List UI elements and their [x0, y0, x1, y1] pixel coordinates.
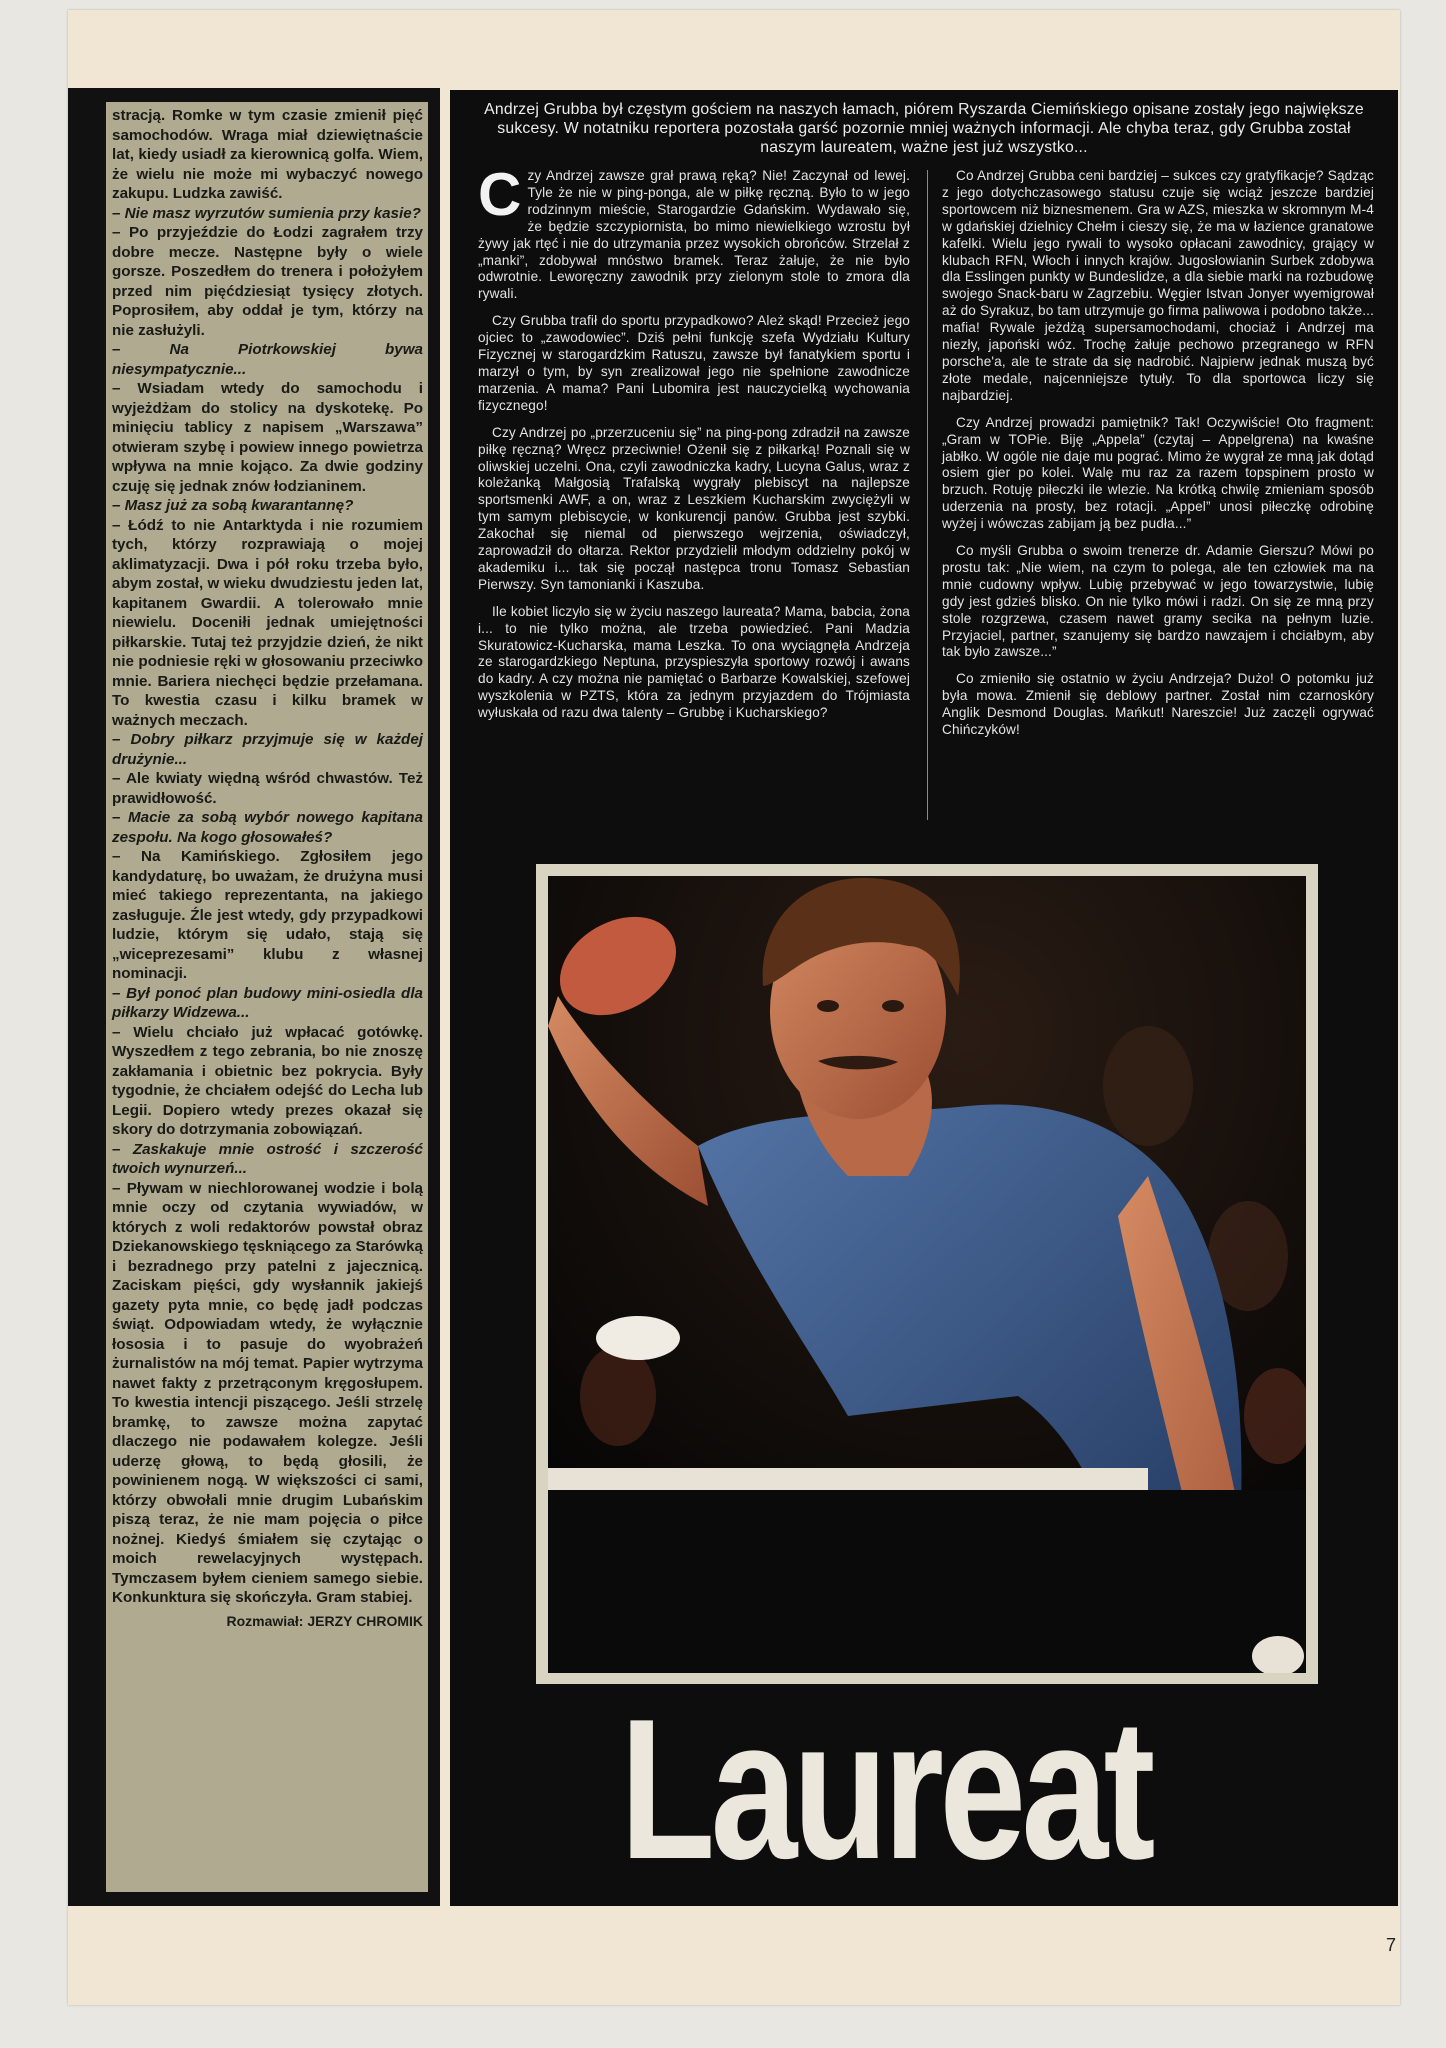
interview-answer: – Na Kamińskiego. Zgłosiłem jego kandydaturę, bo uważam, że drużyna musi mieć takiego reprezentanta, na jakiego zasługuje. Źle jest wtedy, gdy przypadkowi ludzie, którym się udało, stają się „wiceprezesami” klubu z własnej nominacji. — [112, 848, 423, 982]
interview-question: – Nie masz wyrzutów sumienia przy kasie? — [112, 204, 421, 222]
page-number: 7 — [1386, 1935, 1397, 1955]
column-divider — [927, 170, 928, 820]
interview-answer: – Po przyjeździe do Łodzi zagrałem trzy dobre mecze. Następne były o wiele gorsze. Poszedłem do trenera i położyłem przed nim pięćdziesiąt tysięcy złotych. Poprosiłem, aby oddał je tym, którzy na nie zasłużyli. — [112, 224, 423, 339]
drop-cap: C — [478, 161, 522, 228]
interview-question: – Dobry piłkarz przyjmuje się w każdej drużynie... — [112, 731, 423, 768]
interview-question: – Był ponoć plan budowy mini-osiedla dla piłkarzy Widzewa... — [112, 984, 423, 1021]
interview-column — [106, 102, 428, 1892]
interview-signature: Rozmawiał: JERZY CHROMIK — [226, 1612, 423, 1629]
interview-answer: – Ale kwiaty więdną wśród chwastów. Też prawidłowość. — [112, 770, 423, 807]
spectator-shape — [1103, 1026, 1193, 1146]
headline-laureat: Laureat — [620, 1678, 1151, 1901]
interview-answer: – Łódź to nie Antarktyda i nie rozumiem tych, którzy rozprawiają o mojej aklimatyzacji. Dwa i pół roku trzeba było, abym został, w wieku dwudziestu jeden lat, kapitanem Gwardii. A tolerowało mnie niewielu. Doceniłi jednak umiejętności piłkarskie. Tutaj też przyjdzie dzień, że nikt nie podniesie ręki w głosowaniu przeciwko mnie. Bariera niechęci będzie przełamana. To kwestia czasu i kilku bramek w ważnych meczach. — [112, 516, 423, 729]
interview-answer: – Wsiadam wtedy do samochodu i wyjeżdżam do stolicy na dyskotekę. Po minięciu tablicy z napisem „Warszawa” otwieram szybę i powiew innego powietrza wpływa na mnie kojąco. Za dwie godziny czuję się jednak znów łodzianinem. — [112, 380, 423, 495]
interview-answer: – Wielu chciało już wpłacać gotówkę. Wyszedłem z tego zebrania, bo nie znoszę zakłamania i obietnic bez pokrycia. Były tygodnie, że chciałem odejść do Lecha lub Legii. Dopiero wtedy prezes okazał się skory do dotrzymania zobowiązań. — [112, 1023, 423, 1138]
interview-question: – Na Piotrkowskiej bywa niesympatycznie... — [112, 341, 423, 378]
table-edge — [548, 1468, 1148, 1490]
article-paragraph-text: zy Andrzej zawsze grał prawą ręką? Nie! Zaczynał od lewej. Tyle że nie w ping-ponga, ale w piłkę ręczną. Było to w jego rodzinnym mieście, Starogardzie Gdańskim. Wydawało się, że będzie szczypiornista, bo mimo niewielkiego wzrostu był żywy jak rtęć i nie do utrzymania przez wysokich obrońców. Strzelał z „manki”, zdobywał mnóstwo bramek. Teraz żałuje, że nie było odwrotnie. Leworęczny zawodnik przy zielonym stole to zmora dla rywali. — [478, 168, 910, 302]
interview-question: – Macie za sobą wybór nowego kapitana zespołu. Na kogo głosowałeś? — [112, 809, 423, 846]
article-paragraph: Co myśli Grubba o swoim trenerze dr. Adamie Gierszu? Mówi po prostu tak: „Nie wiem, na czym to polega, ale ten człowiek ma na mnie cudowny wpływ. Lubię przebywać w jego towarzystwie, lubię gdy jest gdzieś blisko. On nie tylko mówi i radzi. On się ze mną przy stole rozgrzewa, czasem nawet gramy secika na pełnym luzie. Przyjaciel, partner, szanujemy się bardzo nawzajem i chciałbym, aby tak było zawsze...” — [942, 543, 1374, 660]
player-illustration — [548, 876, 1306, 1673]
ping-pong-ball-icon — [596, 1316, 680, 1360]
interview-answer: stracją. Romke w tym czasie zmienił pięć samochodów. Wraga miał dziewiętnaście lat, kiedy usiadł za kierownicą golfa. Wiem, że wielu nie może mi wybaczyć nowego zakupu. Ludzka zawiść. — [112, 107, 423, 202]
article-columns — [478, 161, 1374, 828]
article-paragraph — [478, 161, 910, 303]
article-paragraph: Czy Andrzej prowadzi pamiętnik? Tak! Oczywiście! Oto fragment: „Gram w TOPie. Biję „Appela” (czytaj – Appelgrena) na kwaśne jabłko. W ogóle nie daje mu pograć. Mimo że wygrał ze mną jak dotąd osiem gier po kolei. Walę mu raz za razem topspinem prosto w brzuch. Rotuję piłeczki ile wlezie. Na krótką chwilę zmieniam sposób uderzenia na prosty, bez rotacji. „Appel” unosi piłeczkę odrobinę wyżej i wówczas zabijam ją bez pudła...” — [942, 414, 1374, 532]
article-lead: Andrzej Grubba był częstym gościem na naszych łamach, piórem Ryszarda Ciemińskiego opisane zostały jego największe sukcesy. W notatniku reportera pozostała garść pozornie mniej ważnych informacji. Ale chyba teraz, gdy Grubba został naszym laureatem, ważne jest już wszystko... — [484, 101, 1364, 156]
spectator-shape — [580, 1346, 656, 1446]
interview-question: – Masz już za sobą kwarantannę? — [112, 497, 354, 514]
article-paragraph: Co zmieniło się ostatnio w życiu Andrzeja? Dużo! O potomku już była mowa. Zmienił się deblowy partner. Został nim czarnoskóry Anglik Desmond Douglas. Mańkut! Nareszcie! Już zaczęli ogrywać Chińczyków! — [942, 671, 1374, 738]
article-paragraph: Czy Grubba trafił do sportu przypadkowo? Ależ skąd! Przecież jego ojciec to „zawodowiec”. Dziś pełni funkcję szefa Wydziału Kultury Fizycznej w starogardzkim Ratuszu, zawsze był fanatykiem sportu i marzył o tym, by syn zrealizował jego nie spełnione zawodnicze marzenia. A mama? Pani Lubomira jest nauczycielką wychowania fizycznego! — [478, 313, 910, 413]
player-eye — [817, 1000, 839, 1012]
article-column-left — [478, 161, 910, 732]
table-surface — [548, 1490, 1306, 1673]
player-eye — [882, 1000, 904, 1012]
interview-question: – Zaskakuje mnie ostrość i szczerość twoich wynurzeń... — [112, 1140, 423, 1177]
article-column-right — [942, 168, 1374, 749]
interview-answer: – Pływam w niechlorowanej wodzie i bolą mnie oczy od czytania wywiadów, w których z woli redaktorów powstał obraz Dziekanowskiego tęskniącego za Starówką i bezradnego przy patelni z jajecznicą. Zaciskam pięści, gdy wysłannik jakiejś gazety pyta mnie, co będę jadł podczas świąt. Odpowiadam wtedy, że wyłącznie łososia i to pasuje do wyobrażeń żurnalistów na mój temat. Papier wytrzyma nawet fakty z przetrąconym kręgosłupem. To kwestia intencji piszącego. Jeśli strzelę bramkę, to zawsze można zapytać dlaczego nie podawałem kolegze. Jeśli uderzę głową, to będą głosili, że powinienem nogą. W większości ci sami, którzy obwołali mnie drugim Lubańskim piszą teraz, że nie mam pojęcia o piłce nożnej. Kiedyś śmiałem się czytając o moich rewelacyjnych występach. Tymczasem byłem cieniem samego siebie. Konkunktura się skończyła. Gram stabiej. — [112, 1179, 423, 1606]
table-tennis-player-photo — [548, 876, 1306, 1673]
article-paragraph: Co Andrzej Grubba ceni bardziej – sukces czy gratyfikacje? Sądząc z jego dotychczasowego statusu czuje się wciąż jeszcze bardziej sportowcem niż biznesmenem. Gra w AZS, mieszka w skromnym M-4 w gdańskiej dzielnicy Chełm i cieszy się, że ma w łazience granatowe kafelki. Wielu jego rywali to wysoko opłacani zawodnicy, grający w klubach RFN, Włoch i innych krajów. Jugosłowianin Surbek zdobywa dla Esslingen punkty w Bundeslidze, a dla siebie marki na rozbudowę swojego Snack-baru w Zagrzebiu. Węgier Istvan Jonyer wyemigrował aż do Syrakuz, bo tam utrzymuje go firma paliwowa i podobno także... mafia! Rywale jeżdżą supersamochodami, chociaż i Andrzej ma niezły, japoński wóz. Trochę żałuje pechowo przegranego w RFN porsche'a, ale te strate da się nadrobić. Najpierw jednak muszą być złote medale, najcenniejsze tytuły. To dla sportowca liczy się najbardziej. — [942, 168, 1374, 403]
article-paragraph: Ile kobiet liczyło się w życiu naszego laureata? Mama, babcia, żona i... to nie tylko można, ale trzeba powiedzieć. Pani Madzia Skuratowicz-Kucharska, mama Leszka. To ona wyciągnęła Andrzeja ze starogardzkiego Neptuna, przyspieszyła sportowy rozwój i awans do kadry. A czy można nie pamiętać o Barbarze Kowalskiej, szefowej wyszkolenia w PZTS, która za jednym przyjazdem do Trójmiasta wyłuskała od razu dwa talenty – Grubbę i Kucharskiego? — [478, 603, 910, 721]
article-paragraph: Czy Andrzej po „przerzuceniu się” na ping-pong zdradził na zawsze piłkę ręczną? Wręcz przeciwnie! Ożenił się z piłkarką! Poznali się w oliwskiej uczelni. Ona, czyli zawodniczka kadry, Lucyna Galus, wraz z koleżanką Małgosią Trafalską wygrały plebiscyt na najlepsze sportsmenki AWF, a on, wraz z Leszkiem Kucharskim zwyciężyli w tym samym plebiscycie, w konkurencji panów. Grubba jest szybki. Zakochał się niemal od pierwszego wejrzenia, oświadczył, zaprowadził do ołtarza. Rektor przydzielił młodym oddzielny pokój w akademiku i... tak się począł następca tronu Tomasz Sebastian Pierwszy. Syn tamonianki i Kaszuba. — [478, 424, 910, 592]
